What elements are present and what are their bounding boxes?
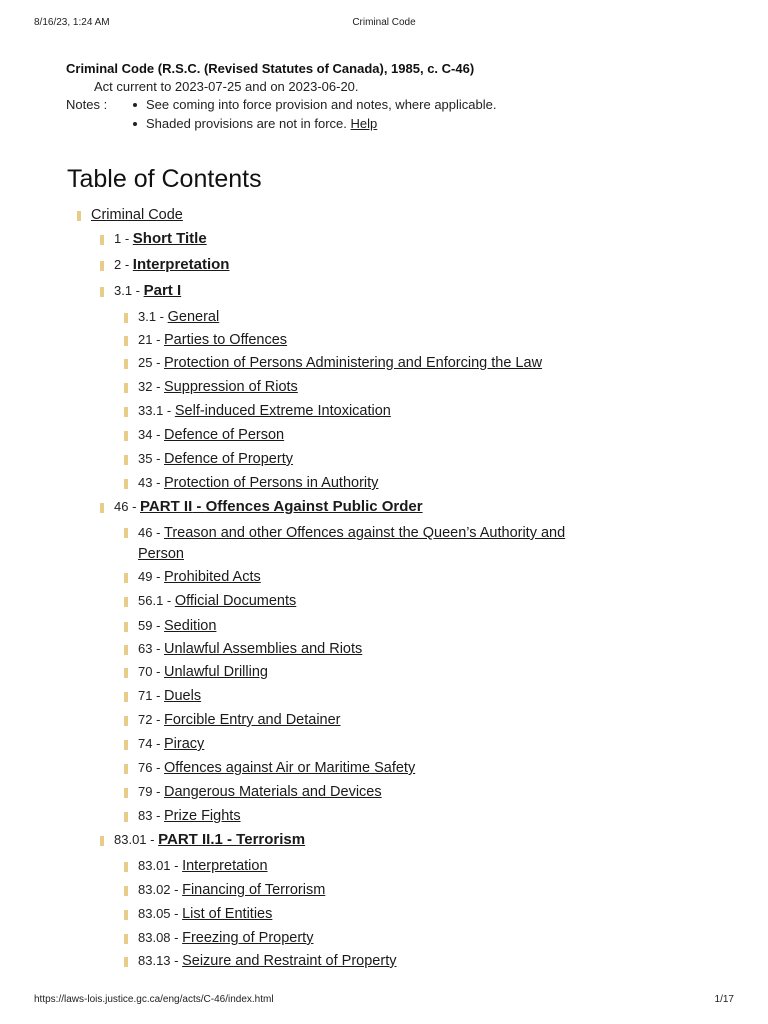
- page-number: 1/17: [714, 994, 734, 1005]
- bullet-icon: [124, 383, 128, 393]
- toc-section-number: 83.13 -: [138, 953, 183, 968]
- toc-link[interactable]: Official Documents: [174, 593, 297, 609]
- toc-link[interactable]: Defence of Property: [164, 451, 293, 467]
- bullet-icon: [124, 934, 128, 944]
- part-title: Offences Against Public Order: [205, 498, 423, 515]
- bullet-icon: [100, 287, 104, 297]
- toc-link[interactable]: Offences against Air or Maritime Safety: [164, 760, 416, 776]
- notes-label: Notes :: [66, 97, 108, 112]
- toc-section-number: 56.1 -: [138, 593, 175, 608]
- toc-item: [114, 497, 423, 517]
- toc-link-criminal-code[interactable]: Criminal Code: [91, 207, 183, 223]
- toc-link-part-ii[interactable]: PART II - Offences Against Public Order: [140, 498, 423, 515]
- toc-section-number: 71 -: [138, 688, 165, 703]
- bullet-icon: [124, 528, 128, 538]
- toc-section-number: 1 -: [114, 231, 133, 246]
- bullet-icon: [124, 668, 128, 678]
- bullet-icon: [77, 211, 81, 221]
- toc-section-number: 83.01 -: [138, 858, 183, 873]
- toc-section-number: 35 -: [138, 451, 165, 466]
- toc-link-part-i[interactable]: Part I: [143, 282, 182, 299]
- toc-item: [138, 307, 219, 327]
- toc-section-number: 25 -: [138, 355, 165, 370]
- bullet-icon: [124, 313, 128, 323]
- note-item: [130, 116, 497, 135]
- toc-section-number: 74 -: [138, 736, 165, 751]
- toc-section-number: 2 -: [114, 257, 133, 272]
- toc-item: [138, 904, 272, 924]
- bullet-icon: [124, 862, 128, 872]
- toc-section-number: 83.01 -: [114, 832, 159, 847]
- toc-item: [138, 734, 204, 754]
- note-text: See coming into force provision and notes, where applicable.: [146, 97, 497, 112]
- toc-item: [138, 377, 298, 397]
- bullet-icon: [124, 407, 128, 417]
- toc-item: [138, 449, 293, 469]
- bullet-icon: [100, 235, 104, 245]
- toc-link[interactable]: Sedition: [164, 618, 217, 634]
- toc-root-item: [91, 205, 183, 225]
- toc-section-number: 83 -: [138, 808, 165, 823]
- toc-section-number: 83.02 -: [138, 882, 183, 897]
- toc-section-number: 3.1 -: [138, 309, 168, 324]
- bullet-icon: [124, 479, 128, 489]
- bullet-icon: [124, 573, 128, 583]
- toc-item: [138, 951, 396, 971]
- bullet-icon: [124, 359, 128, 369]
- toc-section-number: 21 -: [138, 332, 165, 347]
- toc-link[interactable]: Prohibited Acts: [164, 569, 261, 585]
- part-label: PART II: [140, 498, 193, 515]
- bullet-icon: [124, 716, 128, 726]
- toc-section-number: 72 -: [138, 712, 165, 727]
- print-url: https://laws-lois.justice.gc.ca/eng/acts/C-46/index.html: [34, 994, 274, 1005]
- toc-item: [138, 522, 608, 565]
- toc-item: [138, 782, 382, 802]
- toc-link[interactable]: Unlawful Drilling: [164, 664, 268, 680]
- bullet-icon: [100, 836, 104, 846]
- toc-section-number: 83.05 -: [138, 906, 183, 921]
- bullet-icon: [100, 503, 104, 513]
- toc-link[interactable]: Self-induced Extreme Intoxication: [174, 403, 391, 419]
- toc-link-short-title[interactable]: Short Title: [132, 230, 207, 247]
- bullet-icon: [124, 788, 128, 798]
- toc-section-number: 79 -: [138, 784, 165, 799]
- note-item: [130, 97, 497, 116]
- toc-section-number: 59 -: [138, 618, 165, 633]
- toc-heading: Table of Contents: [67, 165, 262, 193]
- toc-item: [114, 255, 229, 275]
- print-datetime: 8/16/23, 1:24 AM: [34, 17, 110, 28]
- toc-item: [138, 353, 542, 373]
- toc-link[interactable]: Parties to Offences: [164, 332, 288, 348]
- toc-item: [138, 591, 296, 611]
- toc-item: [138, 330, 287, 350]
- bullet-icon: [124, 740, 128, 750]
- toc-item: [138, 856, 268, 876]
- toc-section-number: 63 -: [138, 641, 165, 656]
- toc-section-number: 83.08 -: [138, 930, 183, 945]
- toc-item: [114, 229, 207, 249]
- part-title: Terrorism: [236, 831, 306, 848]
- toc-item: [138, 662, 268, 682]
- bullet-icon: [124, 910, 128, 920]
- toc-link[interactable]: Duels: [164, 688, 202, 704]
- toc-section-number: 32 -: [138, 379, 165, 394]
- bullet-icon: [124, 645, 128, 655]
- toc-link[interactable]: Seizure and Restraint of Property: [182, 953, 397, 969]
- toc-item: [138, 401, 391, 421]
- bullet-icon: [124, 812, 128, 822]
- help-link[interactable]: Help: [350, 116, 378, 131]
- toc-link[interactable]: Protection of Persons in Authority: [164, 475, 379, 491]
- toc-item: [138, 616, 216, 636]
- toc-item: [138, 928, 313, 948]
- bullet-icon: [124, 622, 128, 632]
- toc-section-number: 46 -: [114, 499, 141, 514]
- bullet-icon: [124, 455, 128, 465]
- toc-item: [138, 710, 341, 730]
- toc-link[interactable]: Protection of Persons Administering and Enforcing the Law: [164, 355, 543, 371]
- bullet-icon: [124, 957, 128, 967]
- toc-section-number: 49 -: [138, 569, 165, 584]
- bullet-icon: [124, 336, 128, 346]
- toc-section-number: 46 -: [138, 525, 165, 540]
- toc-link-interpretation[interactable]: Interpretation: [132, 256, 230, 273]
- toc-link[interactable]: Treason and other Offences against the Queen’s Authority and Person: [138, 525, 566, 562]
- print-title: Criminal Code: [352, 17, 416, 28]
- toc-link[interactable]: Piracy: [164, 736, 205, 752]
- toc-section-number: 76 -: [138, 760, 165, 775]
- toc-item: [138, 758, 415, 778]
- toc-link[interactable]: Freezing of Property: [182, 930, 314, 946]
- part-label: PART II.1: [158, 831, 223, 848]
- toc-item: [138, 880, 325, 900]
- toc-link[interactable]: Suppression of Riots: [164, 379, 298, 395]
- toc-link[interactable]: Interpretation: [182, 858, 268, 874]
- toc-item: [138, 639, 362, 659]
- bullet-icon: [100, 261, 104, 271]
- act-current-date: Act current to 2023-07-25 and on 2023-06-20.: [94, 79, 359, 94]
- toc-item: [114, 281, 181, 301]
- toc-item: [138, 425, 284, 445]
- note-text: Shaded provisions are not in force.: [146, 116, 347, 131]
- toc-section-number: 33.1 -: [138, 403, 175, 418]
- bullet-icon: [124, 431, 128, 441]
- toc-section-number: 43 -: [138, 475, 165, 490]
- toc-item: [138, 567, 261, 587]
- toc-section-number: 34 -: [138, 427, 165, 442]
- toc-item: [138, 686, 201, 706]
- toc-link[interactable]: Financing of Terrorism: [182, 882, 326, 898]
- toc-link[interactable]: Forcible Entry and Detainer: [164, 712, 341, 728]
- toc-item: [138, 806, 241, 826]
- bullet-icon: [124, 692, 128, 702]
- toc-section-number: 3.1 -: [114, 283, 144, 298]
- toc-link[interactable]: Prize Fights: [164, 808, 241, 824]
- notes-list: [130, 97, 497, 135]
- toc-item: [138, 473, 378, 493]
- bullet-icon: [124, 597, 128, 607]
- toc-link[interactable]: List of Entities: [182, 906, 273, 922]
- toc-section-number: 70 -: [138, 664, 165, 679]
- toc-link-part-ii-1[interactable]: PART II.1 - Terrorism: [158, 831, 306, 848]
- bullet-icon: [124, 886, 128, 896]
- act-title: Criminal Code (R.S.C. (Revised Statutes of Canada), 1985, c. C-46): [66, 61, 475, 76]
- bullet-icon: [124, 764, 128, 774]
- toc-link[interactable]: Defence of Person: [164, 427, 285, 443]
- toc-link[interactable]: Dangerous Materials and Devices: [164, 784, 382, 800]
- toc-link[interactable]: Unlawful Assemblies and Riots: [164, 641, 363, 657]
- toc-link[interactable]: General: [167, 309, 220, 325]
- toc-item: [114, 830, 305, 850]
